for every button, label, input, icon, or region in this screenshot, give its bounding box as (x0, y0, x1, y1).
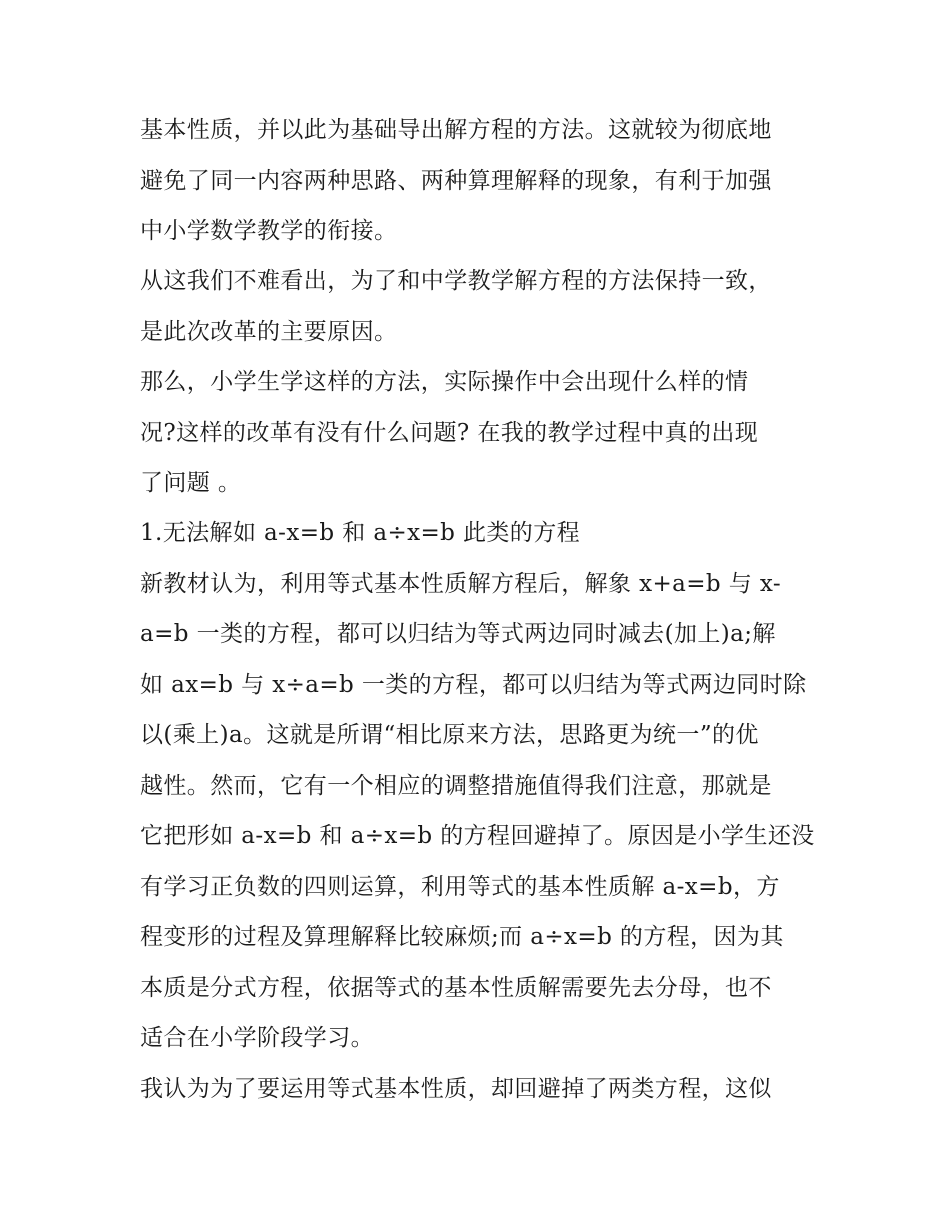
section-heading: 1.无法解如 a-x=b 和 a÷x=b 此类的方程 (140, 520, 580, 546)
text-line: 新教材认为，利用等式基本性质解方程后，解象 x+a=b 与 x- (140, 571, 782, 597)
text-line: 以(乘上)a。这就是所谓“相比原来方法，思路更为统一”的优 (140, 722, 759, 748)
text-line: 适合在小学阶段学习。 (140, 1025, 374, 1051)
text-line: 了问题 。 (140, 470, 242, 496)
text-line: 有学习正负数的四则运算，利用等式的基本性质解 a-x=b，方 (140, 874, 780, 900)
text-line: 越性。然而，它有一个相应的调整措施值得我们注意，那就是 (140, 773, 772, 799)
text-line: 我认为为了要运用等式基本性质，却回避掉了两类方程，这似 (140, 1076, 772, 1102)
text-line: 是此次改革的主要原因。 (140, 319, 398, 345)
text-line: 本质是分式方程，依据等式的基本性质解需要先去分母，也不 (140, 975, 772, 1001)
text-line: 中小学数学教学的衔接。 (140, 218, 398, 244)
text-line: 从这我们不难看出，为了和中学教学解方程的方法保持一致， (140, 268, 772, 294)
text-line: a=b 一类的方程，都可以归结为等式两边同时减去(加上)a;解 (140, 621, 776, 647)
text-line: 那么，小学生学这样的方法，实际操作中会出现什么样的情 (140, 369, 749, 395)
text-line: 基本性质，并以此为基础导出解方程的方法。这就较为彻底地 (140, 117, 772, 143)
text-line: 避免了同一内容两种思路、两种算理解释的现象，有利于加强 (140, 168, 772, 194)
text-line: 如 ax=b 与 x÷a=b 一类的方程，都可以归结为等式两边同时除 (140, 672, 807, 698)
text-line: 况?这样的改革有没有什么问题? 在我的教学过程中真的出现 (140, 420, 759, 446)
text-line: 它把形如 a-x=b 和 a÷x=b 的方程回避掉了。原因是小学生还没 (140, 823, 815, 849)
text-line: 程变形的过程及算理解释比较麻烦;而 a÷x=b 的方程，因为其 (140, 924, 784, 950)
